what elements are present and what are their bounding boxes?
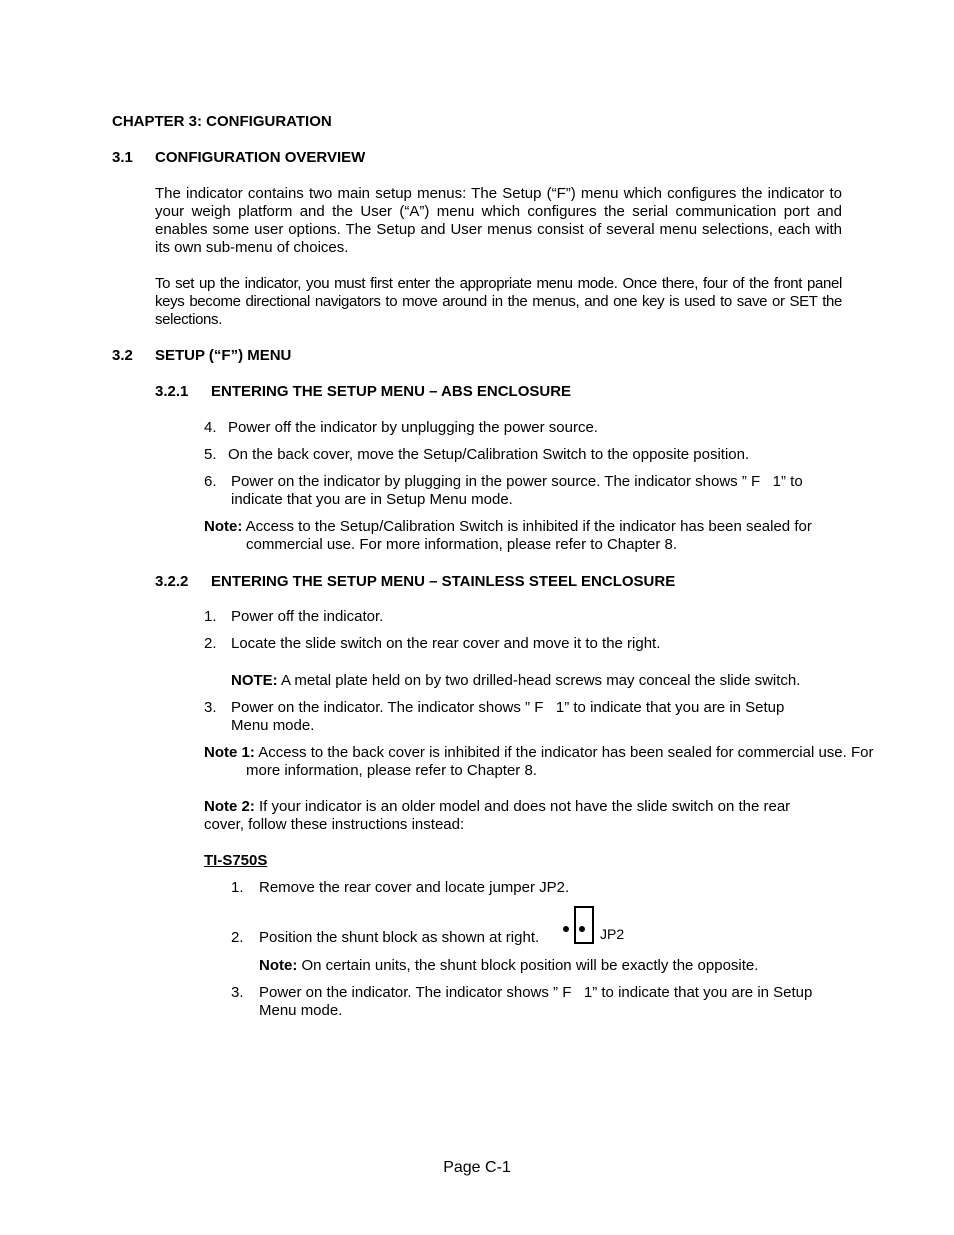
jumper-pin-icon [579,926,585,932]
list-item-number: 1. [204,608,217,625]
list-item-text: Power off the indicator. [231,608,384,625]
note-text: If your indicator is an older model and does not have the slide switch on the rear cover, follow these instructions instead: [204,798,791,833]
list-item [204,635,844,653]
chapter-title: CHAPTER 3: CONFIGURATION [112,113,332,130]
inline-note-metal-plate [231,672,851,690]
section-3-2-1-title: ENTERING THE SETUP MENU – ABS ENCLOSURE [211,383,572,400]
jp2-label: JP2 [600,926,625,942]
list-item-text: Power on the indicator by plugging in the power source. The indicator shows ” F 1” to indicate that you are in Setup Menu mode. [231,473,807,508]
list-item-number: 2. [231,929,244,946]
note-setup-switch [204,518,886,554]
note-label: Note: [204,518,243,535]
section-3-1-title: CONFIGURATION OVERVIEW [155,149,366,166]
section-3-2-number: 3.2 [112,347,133,364]
list-item-text: Power on the indicator. The indicator shows ” F 1” to indicate that you are in Setup Menu mode. [231,699,789,734]
note-text: On certain units, the shunt block position will be exactly the opposite. [301,957,759,974]
note-2-older-model [204,798,834,834]
note-label: Note: [259,957,298,974]
list-item-text: Power on the indicator. The indicator shows ” F 1” to indicate that you are in Setup Menu mode. [259,984,817,1019]
list-item [204,419,844,437]
jumper-pin-icon [563,926,569,932]
list-item [204,446,844,464]
list-item [204,699,844,735]
list-item-text: On the back cover, move the Setup/Calibration Switch to the opposite position. [228,446,750,463]
list-item-text: Locate the slide switch on the rear cover and move it to the right. [231,635,661,652]
list-item-number: 6. [204,473,217,490]
list-item [204,473,844,509]
note-1-back-cover [204,744,886,780]
list-item-text: Position the shunt block as shown at right. [259,929,540,946]
list-item-number: 3. [231,984,244,1001]
section-3-1-paragraph-2: To set up the indicator, you must first enter the appropriate menu mode. Once there, four of the front panel keys become directional navigators to move around in the menus, and one key is used to save or SET the selections. [155,275,842,328]
note-text: Access to the back cover is inhibited if the indicator has been sealed for commercial use. For more information, please refer to Chapter 8. [246,744,874,779]
jp2-jumper-diagram [560,906,600,946]
list-item-text: Power off the indicator by unplugging the power source. [228,419,598,436]
list-item [231,984,851,1020]
section-3-2-1-number: 3.2.1 [155,383,189,400]
note-text: A metal plate held on by two drilled-head screws may conceal the slide switch. [281,672,801,689]
section-3-2-title: SETUP (“F”) MENU [155,347,292,364]
section-3-2-2-title: ENTERING THE SETUP MENU – STAINLESS STEEL ENCLOSURE [211,573,676,590]
page-number: Page C-1 [443,1159,511,1176]
note-label: Note 2: [204,798,255,815]
list-item-number: 4. [204,419,217,436]
list-item [204,608,844,626]
list-item [231,879,831,897]
note-label: Note 1: [204,744,255,761]
section-3-2-2-number: 3.2.2 [155,573,189,590]
shunt-block-icon [574,906,594,944]
list-item-number: 2. [204,635,217,652]
section-3-1-paragraph-1: The indicator contains two main setup menus: The Setup (“F”) menu which configures the indicator to your weigh platform and the User (“A”) menu which configures the serial communication port and enables some user options. The Setup and User menus consist of several menu selections, each with its own sub-menu of choices. [155,185,842,256]
model-heading: TI-S750S [204,852,268,869]
list-item-text: Remove the rear cover and locate jumper JP2. [259,879,570,896]
note-shunt-block [259,957,859,975]
list-item-number: 5. [204,446,217,463]
note-label: NOTE: [231,672,278,689]
list-item-number: 3. [204,699,217,716]
list-item-number: 1. [231,879,244,896]
section-3-1-number: 3.1 [112,149,133,166]
note-text: Access to the Setup/Calibration Switch is inhibited if the indicator has been sealed for commercial use. For more information, please refer to Chapter 8. [245,518,812,553]
list-item [231,929,831,947]
